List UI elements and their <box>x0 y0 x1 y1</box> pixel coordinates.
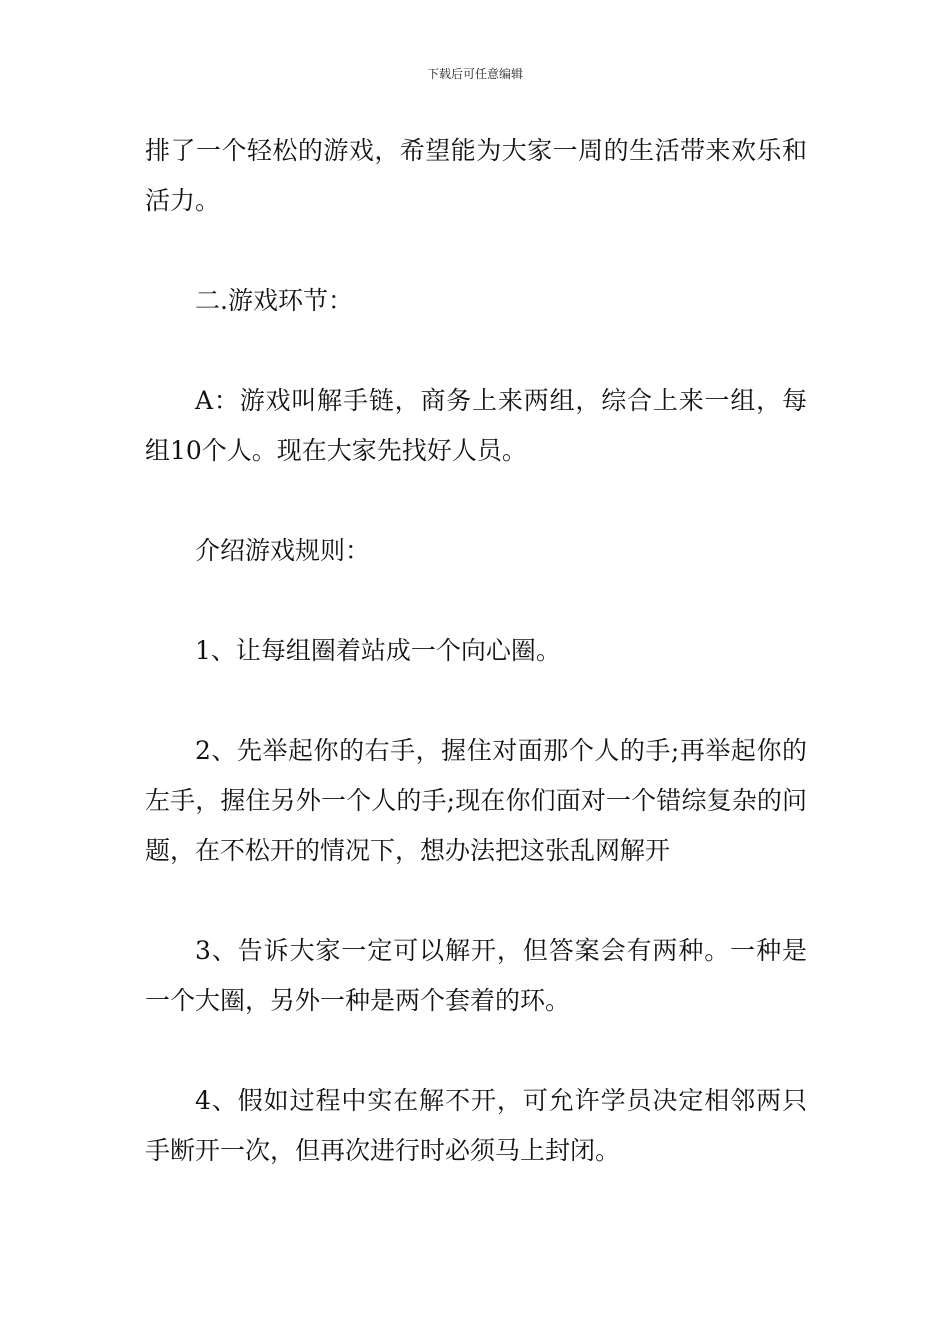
section-heading-game: 二.游戏环节： <box>195 286 353 315</box>
page-header: 下载后可任意编辑 <box>426 67 523 81</box>
paragraph-gap <box>145 1026 807 1076</box>
paragraph-game-intro: A：游戏叫解手链，商务上来两组，综合上来一组，每组10个人。现在大家先找好人员。 <box>145 386 807 465</box>
paragraph-gap <box>145 476 807 526</box>
rule-item-3: 3、告诉大家一定可以解开，但答案会有两种。一种是一个大圈，另外一种是两个套着的环。 <box>145 936 807 1015</box>
document-body <box>145 126 807 1176</box>
rule-item-1: 1、让每组圈着站成一个向心圈。 <box>195 636 561 665</box>
paragraph-gap <box>145 576 807 626</box>
paragraph-rules-heading: 介绍游戏规则： <box>195 536 371 565</box>
paragraph-gap <box>145 876 807 926</box>
rule-item-4: 4、假如过程中实在解不开，可允许学员决定相邻两只手断开一次，但再次进行时必须马上封闭。 <box>145 1086 807 1165</box>
rule-item-2: 2、先举起你的右手，握住对面那个人的手;再举起你的左手，握住另外一个人的手;现在你们面对一个错综复杂的问题，在不松开的情况下，想办法把这张乱网解开 <box>145 736 807 865</box>
paragraph-intro-continuation: 排了一个轻松的游戏，希望能为大家一周的生活带来欢乐和活力。 <box>145 136 807 215</box>
paragraph-gap <box>145 676 807 726</box>
paragraph-gap <box>145 226 807 276</box>
paragraph-gap <box>145 326 807 376</box>
